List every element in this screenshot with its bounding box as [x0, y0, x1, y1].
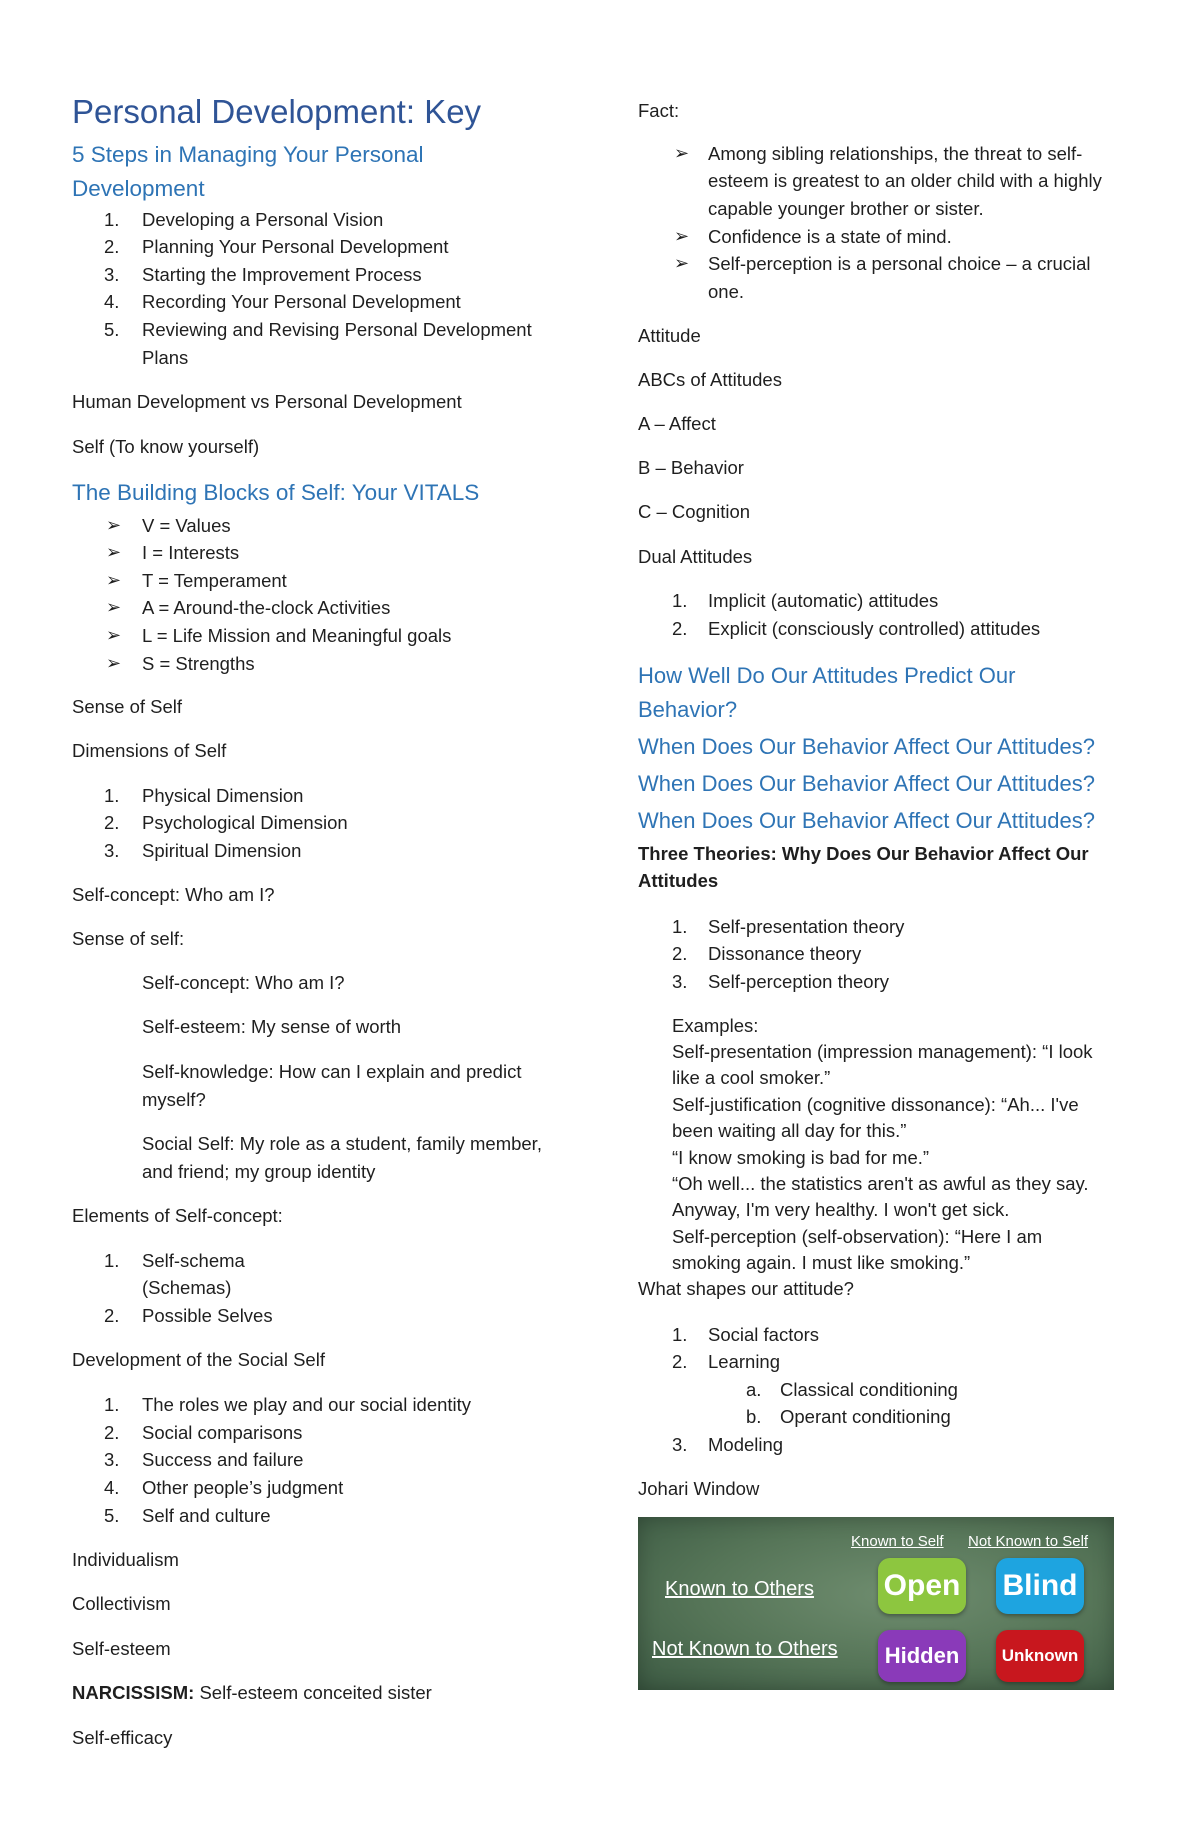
list-item: Implicit (automatic) attitudes [708, 590, 939, 611]
paragraph: What shapes our attitude? [638, 1278, 854, 1299]
list-item-cont: esteem is greatest to an older child with a highly [708, 170, 1102, 191]
list-number: 2. [104, 812, 120, 833]
example-line: Self-justification (cognitive dissonance): “Ah... I've [672, 1094, 1079, 1115]
example-line: “Oh well... the statistics aren't as awful as they say. [672, 1173, 1089, 1194]
paragraph: Collectivism [72, 1593, 171, 1614]
paragraph: Self-efficacy [72, 1727, 173, 1748]
paragraph: Self-concept: Who am I? [72, 884, 275, 905]
list-item: Explicit (consciously controlled) attitudes [708, 618, 1041, 639]
arrow-bullet-icon: ➢ [106, 515, 122, 535]
list-item-cont: capable younger brother or sister. [708, 198, 984, 219]
paragraph: C – Cognition [638, 501, 751, 522]
section-heading: When Does Our Behavior Affect Our Attitudes? [638, 734, 1095, 759]
paragraph: Development of the Social Self [72, 1349, 325, 1370]
example-line: like a cool smoker.” [672, 1067, 831, 1088]
list-letter: b. [746, 1406, 762, 1427]
known-to-others-label: Known to Others [665, 1578, 814, 1600]
list-item: Self-perception is a personal choice – a crucial [708, 253, 1091, 274]
paragraph: Individualism [72, 1549, 179, 1570]
list-item: Physical Dimension [142, 785, 304, 806]
list-number: 2. [672, 618, 688, 639]
list-item: I = Interests [142, 542, 240, 563]
vitals-heading: The Building Blocks of Self: Your VITALS [72, 480, 480, 505]
list-item: Developing a Personal Vision [142, 209, 384, 230]
not-known-to-self-label: Not Known to Self [968, 1533, 1089, 1550]
list-item: Social comparisons [142, 1422, 303, 1443]
list-item: Reviewing and Revising Personal Development [142, 319, 532, 340]
paragraph: B – Behavior [638, 457, 744, 478]
list-item: Self and culture [142, 1505, 271, 1526]
example-line: been waiting all day for this.” [672, 1120, 907, 1141]
arrow-bullet-icon: ➢ [106, 570, 122, 590]
list-item: Learning [708, 1351, 781, 1372]
section-heading: How Well Do Our Attitudes Predict Our [638, 663, 1016, 688]
list-number: 1. [672, 1324, 688, 1345]
paragraph: Sense of Self [72, 696, 183, 717]
indented-item: Self-concept: Who am I? [142, 972, 345, 993]
list-item: Social factors [708, 1324, 820, 1345]
list-number: 3. [104, 1449, 120, 1470]
unknown-quadrant: Unknown [996, 1630, 1084, 1682]
arrow-bullet-icon: ➢ [674, 226, 690, 246]
list-number: 1. [104, 1250, 120, 1271]
paragraph: Fact: [638, 100, 680, 121]
indented-item-cont: and friend; my group identity [142, 1161, 376, 1182]
list-item: V = Values [142, 515, 231, 536]
list-item: L = Life Mission and Meaningful goals [142, 625, 452, 646]
list-item-cont: (Schemas) [142, 1277, 232, 1298]
sub-list-item: Operant conditioning [780, 1406, 951, 1427]
paragraph: Dual Attitudes [638, 546, 753, 567]
list-item-cont: Plans [142, 347, 189, 368]
narcissism-line [72, 1679, 432, 1706]
list-number: 2. [104, 236, 120, 257]
arrow-bullet-icon: ➢ [106, 653, 122, 673]
open-quadrant: Open [878, 1558, 966, 1614]
list-number: 3. [672, 971, 688, 992]
paragraph: Elements of Self-concept: [72, 1205, 283, 1226]
list-letter: a. [746, 1379, 762, 1400]
paragraph: Human Development vs Personal Development [72, 391, 462, 412]
list-number: 3. [104, 264, 120, 285]
list-number: 1. [104, 785, 120, 806]
paragraph: Johari Window [638, 1478, 760, 1499]
bold-heading-cont: Attitudes [638, 870, 719, 891]
section-heading: When Does Our Behavior Affect Our Attitudes? [638, 771, 1095, 796]
blind-quadrant: Blind [996, 1558, 1084, 1614]
list-item: Modeling [708, 1434, 784, 1455]
page-title: Personal Development: Key [72, 93, 482, 130]
paragraph: Self-esteem [72, 1638, 171, 1659]
list-item: Psychological Dimension [142, 812, 348, 833]
list-number: 4. [104, 291, 120, 312]
list-item: Self-presentation theory [708, 916, 905, 937]
list-number: 5. [104, 1505, 120, 1526]
arrow-bullet-icon: ➢ [106, 542, 122, 562]
example-line: Self-perception (self-observation): “Here I am [672, 1226, 1043, 1247]
narcissism-term: NARCISSISM: [72, 1682, 195, 1703]
example-line: smoking again. I must like smoking.” [672, 1252, 971, 1273]
bold-heading: Three Theories: Why Does Our Behavior Affect Our [638, 843, 1089, 864]
list-number: 2. [104, 1305, 120, 1326]
list-number: 3. [672, 1434, 688, 1455]
hidden-quadrant: Hidden [878, 1630, 966, 1682]
list-number: 1. [672, 590, 688, 611]
indented-item: Self-esteem: My sense of worth [142, 1016, 402, 1037]
list-item: The roles we play and our social identity [142, 1394, 472, 1415]
arrow-bullet-icon: ➢ [106, 625, 122, 645]
example-line: Anyway, I'm very healthy. I won't get sick. [672, 1199, 1010, 1220]
arrow-bullet-icon: ➢ [106, 597, 122, 617]
list-item: Other people’s judgment [142, 1477, 344, 1498]
list-number: 2. [104, 1422, 120, 1443]
list-number: 1. [672, 916, 688, 937]
list-item: Dissonance theory [708, 943, 862, 964]
section-heading: When Does Our Behavior Affect Our Attitudes? [638, 808, 1095, 833]
johari-window-image [638, 1517, 1114, 1690]
section-heading-cont: Behavior? [638, 697, 738, 722]
list-item: Recording Your Personal Development [142, 291, 461, 312]
list-number: 4. [104, 1477, 120, 1498]
list-number: 2. [672, 1351, 688, 1372]
indented-item: Social Self: My role as a student, family member, [142, 1133, 542, 1154]
list-item: S = Strengths [142, 653, 255, 674]
steps-heading: 5 Steps in Managing Your Personal [72, 142, 424, 167]
list-number: 5. [104, 319, 120, 340]
indented-item: Self-knowledge: How can I explain and predict [142, 1061, 522, 1082]
list-item: A = Around-the-clock Activities [142, 597, 391, 618]
paragraph: Sense of self: [72, 928, 185, 949]
list-item: Starting the Improvement Process [142, 264, 422, 285]
list-number: 2. [672, 943, 688, 964]
paragraph: ABCs of Attitudes [638, 369, 782, 390]
arrow-bullet-icon: ➢ [674, 253, 690, 273]
list-number: 1. [104, 1394, 120, 1415]
list-item: Success and failure [142, 1449, 304, 1470]
list-item: Confidence is a state of mind. [708, 226, 952, 247]
example-line: Self-presentation (impression management): “I look [672, 1041, 1093, 1062]
list-item: Possible Selves [142, 1305, 273, 1326]
list-item: Spiritual Dimension [142, 840, 302, 861]
sub-list-item: Classical conditioning [780, 1379, 958, 1400]
list-item-cont: one. [708, 281, 745, 302]
not-known-to-others-label: Not Known to Others [652, 1638, 838, 1660]
example-line: “I know smoking is bad for me.” [672, 1147, 930, 1168]
steps-heading-cont: Development [72, 176, 205, 201]
example-line: Examples: [672, 1015, 759, 1036]
list-item: T = Temperament [142, 570, 287, 591]
list-item: Self-schema [142, 1250, 245, 1271]
narcissism-definition: Self-esteem conceited sister [194, 1682, 432, 1703]
list-item: Planning Your Personal Development [142, 236, 449, 257]
paragraph: Self (To know yourself) [72, 436, 260, 457]
known-to-self-label: Known to Self [851, 1533, 944, 1550]
list-item: Self-perception theory [708, 971, 889, 992]
paragraph: Dimensions of Self [72, 740, 227, 761]
arrow-bullet-icon: ➢ [674, 143, 690, 163]
paragraph: Attitude [638, 325, 701, 346]
list-number: 1. [104, 209, 120, 230]
paragraph: A – Affect [638, 413, 716, 434]
list-number: 3. [104, 840, 120, 861]
indented-item-cont: myself? [142, 1089, 206, 1110]
list-item: Among sibling relationships, the threat to self- [708, 143, 1083, 164]
